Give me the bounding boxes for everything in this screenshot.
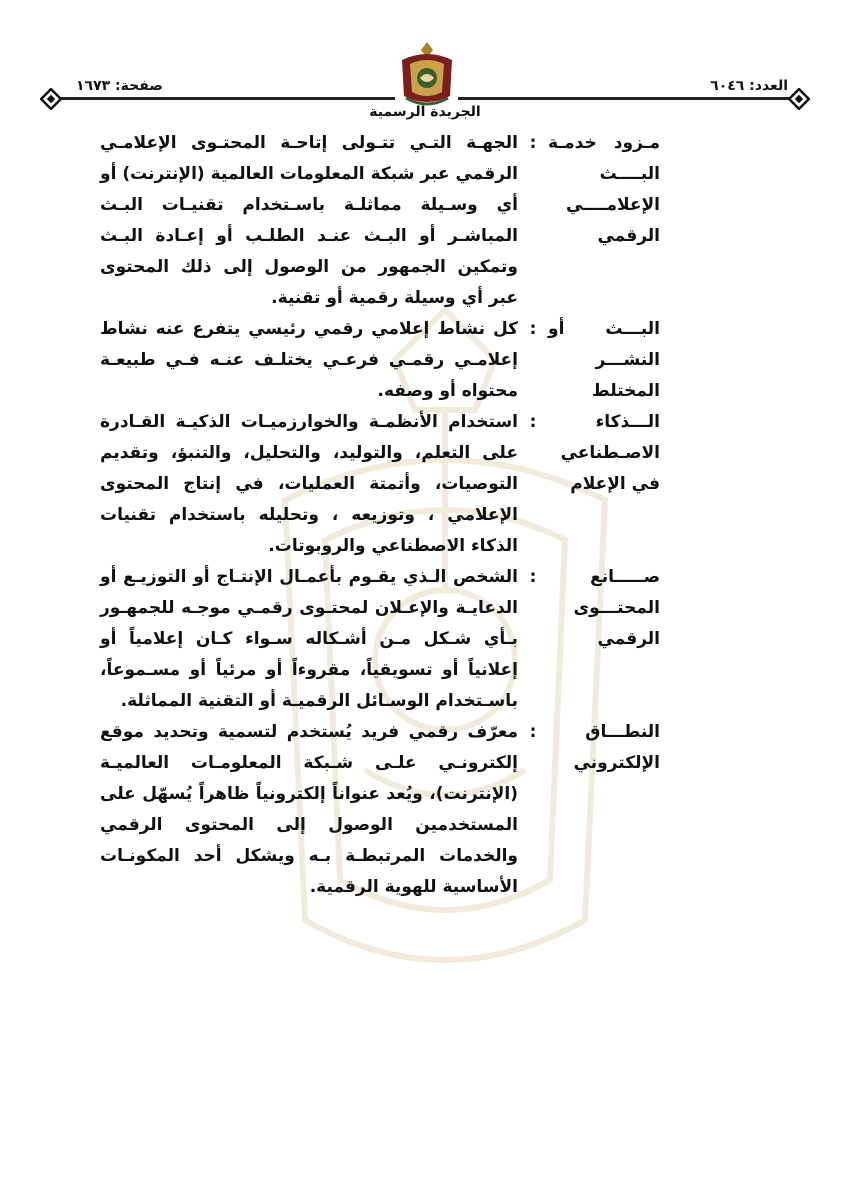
knot-ornament-icon bbox=[40, 88, 62, 110]
definition-term: النطـــاق الإلكتروني bbox=[573, 722, 660, 773]
issue-number: العدد: ٦٠٤٦ bbox=[710, 78, 788, 94]
page-header bbox=[0, 0, 850, 125]
page-number: صفحة: ١٦٧٣ bbox=[76, 78, 163, 94]
header-rule-left bbox=[60, 97, 395, 100]
definition-separator: : bbox=[529, 412, 537, 432]
definition-text: الشخص الـذي يقـوم بأعمـال الإنتـاج أو التوزيـع أو الدعايـة والإعـلان لمحتـوى رقمـي موجـه للجمهـور بـأي شـكل مـن أشـكاله سـواء كـان إعلامياً أو إعلانياً أو تسويقياً، مقروءاً أو مرئياً أو مسـموعاً، باسـتخدام الوسـائل الرقميـة أو التقنية المماثلة. bbox=[100, 567, 518, 711]
definition-term: مـزود خدمـة البــــث الإعلامــــي الرقمي bbox=[548, 133, 660, 246]
jordan-coat-of-arms-icon bbox=[396, 40, 458, 110]
definition-text: معرّف رقمي فريد يُستخدم لتسمية وتحديد موقع إلكترونـي علـى شـبكة المعلومـات العالميـة (الإنترنت)، ويُعد عنواناً إلكترونياً ظاهراً يُسهّل على المستخدمين الوصول إلى المحتوى الرقمي والخدمات المرتبطـة بـه ويشكل أحد المكونـات الأساسية للهوية الرقمية. bbox=[100, 722, 518, 897]
definition-row bbox=[100, 717, 660, 903]
definition-term: الـــذكاء الاصـطناعي في الإعلام bbox=[560, 412, 660, 494]
definitions-table bbox=[100, 128, 660, 903]
definition-term: صـــــانع المحتـــوى الرقمي bbox=[573, 567, 660, 649]
definition-row bbox=[100, 128, 660, 314]
definition-separator: : bbox=[529, 133, 537, 153]
knot-ornament-icon bbox=[788, 88, 810, 110]
definition-separator: : bbox=[529, 567, 537, 587]
definition-separator: : bbox=[529, 319, 537, 339]
header-rule-right bbox=[458, 97, 790, 100]
definition-text: كل نشاط إعلامي رقمي رئيسي يتفرع عنه نشاط إعلامـي رقمـي فرعـي يختلـف عنـه فـي طبيعـة محتواه أو وصفه. bbox=[100, 319, 518, 401]
definition-text: الجهـة التـي تتـولى إتاحـة المحتـوى الإعلامـي الرقمي عبر شبكة المعلومات العالمية (الإنترنت) أو أي وسـيلة مماثلـة باسـتخدام تقنيـات البـث المباشـر أو البـث عنـد الطلـب أو إعـادة البـث وتمكين الجمهور من الوصول إلى ذلك المحتوى عبر أي وسيلة رقمية أو تقنية. bbox=[100, 133, 518, 308]
definition-term: البـــث أو النشـــر المختلط bbox=[548, 319, 660, 401]
definition-row bbox=[100, 407, 660, 562]
definition-separator: : bbox=[529, 722, 537, 742]
definition-text: استخدام الأنظمـة والخوارزميـات الذكيـة القـادرة على التعلم، والتوليد، والتحليل، والتنبؤ، وتقديم التوصيات، وأتمتة العمليات، في إنتاج المحتوى الإعلامي ، وتوزيعه ، وتحليله باستخدام تقنيات الذكاء الاصطناعي والروبوتات. bbox=[100, 412, 518, 556]
gazette-name: الجريدة الرسمية bbox=[369, 104, 481, 120]
definition-row bbox=[100, 314, 660, 407]
definition-row bbox=[100, 562, 660, 717]
